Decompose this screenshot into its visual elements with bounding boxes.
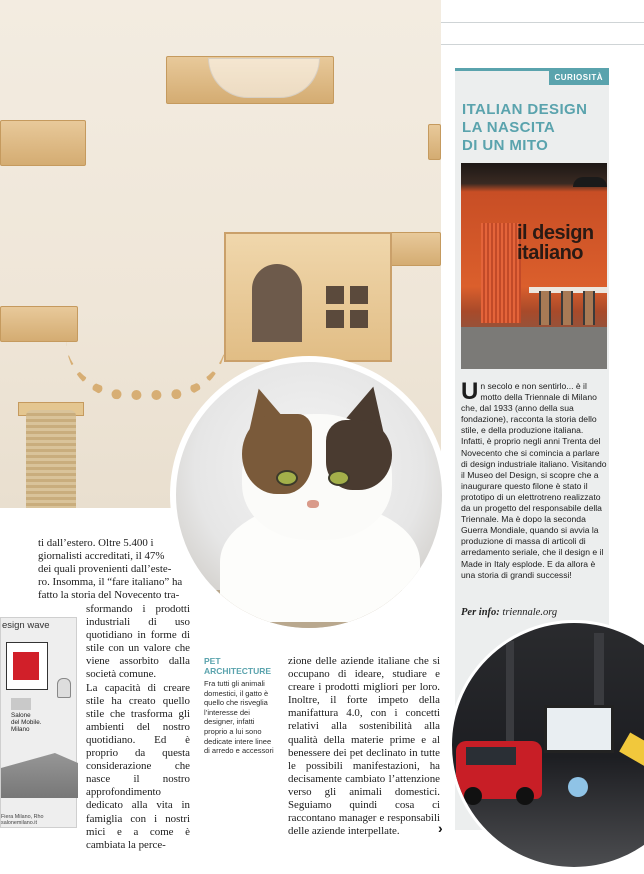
car-window xyxy=(466,747,516,765)
article-column-1-wrap xyxy=(86,603,190,852)
pet-architecture-title xyxy=(204,656,276,676)
cat-house-window xyxy=(350,310,368,328)
header-rule xyxy=(441,22,644,23)
cat-house xyxy=(224,232,392,362)
sidebar-body-text: n secolo e non sentirlo... è il motto della Triennale di Milano che, dal 1933 (anno della sua fondazione), racconta la storia dello stile, e della produzione italiana. Infatti, è proprio negli anni Trenta del Novecento che si comincia a parlare di design industriale italiano. Visitando il Museo del Design, si scopre che a inaugurare questo filone è stato il prototipo di un elettrotreno realizzato da un progetto del responsabile della Triennale. Ma è dopo la seconda Guerra Mondiale, quando si avvia la produzione di massa di articoli di arredamento seriale, che il design e il Made in Italy esplode. E da allora è una storia di grandi successi! xyxy=(461,381,607,580)
pendant-lamp xyxy=(573,177,607,187)
header-rule xyxy=(441,44,644,45)
chair xyxy=(561,291,573,325)
wall-shelf xyxy=(0,306,78,342)
design-exhibition-photo xyxy=(461,163,607,369)
drop-cap: U xyxy=(461,378,479,405)
car-wheel xyxy=(464,787,482,805)
sidebar-title-line: LA NASCITA xyxy=(462,119,556,136)
sidebar-title-line: DI UN MITO xyxy=(462,137,549,154)
article-paragraph: zione delle aziende italiane che si occupano di ideare, studiare e creare i prodotti migliori per loro. Inoltre, il forte impeto della manifattura 4.0, con i concetti relativi alla sostenibilità alla qualità della materie prime e al benessere dei pet declinato in tutte le possibili manifestazioni, ha decisamente cambiato l’attenzione verso gli animali domestici. Seguiamo quindi cosa ci raccontano manager e responsabili delle aziende interpellate. xyxy=(288,655,440,838)
pet-architecture-text: Fra tutti gli animali domestici, il gatto è quello che risveglia l’interesse dei designer, infatti proprio a lui sono dedicate intere linee di arredo e accessori xyxy=(204,679,274,756)
blue-chair xyxy=(568,777,588,797)
wall-lettering xyxy=(517,223,594,263)
salone-logo-line: del Mobile. xyxy=(11,719,42,726)
display-screen xyxy=(544,705,614,753)
cat-house-window xyxy=(326,310,344,328)
salone-logo-mark xyxy=(11,698,31,710)
cat-eye xyxy=(328,470,350,486)
advert-sofa xyxy=(1,748,78,798)
chair xyxy=(539,291,551,325)
sidebar-title-line: ITALIAN DESIGN xyxy=(462,101,588,118)
article-line: dei quali provenienti dall’este- xyxy=(38,563,172,576)
curtain xyxy=(481,223,521,323)
salone-logo-line: Salone xyxy=(11,712,31,719)
pet-architecture-box xyxy=(204,656,276,756)
article-line: ro. Insomma, il “fare italiano” ha xyxy=(38,576,183,589)
cat-house-window xyxy=(350,286,368,304)
salone-logo-line: Milano xyxy=(11,726,30,733)
article-line: ti dall’estero. Oltre 5.400 i xyxy=(38,537,154,549)
article-line: giornalisti accreditati, il 47% xyxy=(38,550,165,563)
car-wheel xyxy=(516,787,534,805)
article-paragraph: sformando i prodotti industriali di uso quotidiano in forme di stile con un valore che viene assorbito dalla società comune. xyxy=(86,603,190,681)
wall-lettering-line: il design xyxy=(517,222,594,244)
wall-shelf xyxy=(390,232,441,266)
info-link[interactable]: triennale.org xyxy=(502,607,558,618)
wall-shelf xyxy=(0,120,86,166)
sidebar-title xyxy=(462,101,608,155)
advert-headline: esign wave xyxy=(2,620,50,631)
cat-house-window xyxy=(326,286,344,304)
article-column-1 xyxy=(38,537,190,602)
red-car xyxy=(456,741,542,799)
pet-title-line: PET xyxy=(204,656,221,666)
scratching-post xyxy=(26,410,76,508)
salone-logo xyxy=(11,698,59,733)
floor xyxy=(461,327,607,369)
advert-footer: Fiera Milano, Rho salonemilano.it xyxy=(1,814,44,826)
museum-pillar xyxy=(506,641,514,751)
article-column-3 xyxy=(288,655,440,838)
wall-shelf xyxy=(428,124,441,160)
article-line: fatto la storia del Novecento tra- xyxy=(38,589,180,602)
sidebar-body xyxy=(461,378,607,581)
advert-lamp xyxy=(57,678,71,698)
cat-portrait xyxy=(170,356,448,634)
chair xyxy=(583,291,595,325)
article-paragraph: La capacità di creare stile ha creato quello stile che trasforma gli ambienti del nostro quotidiano. Ed è proprio da questa considerazione che nasce il nostro approfondimento dedicato alla vita in famiglia con i nostri mici e a come è cambiata la perce- xyxy=(86,681,190,851)
continue-arrow-icon[interactable]: › xyxy=(438,820,443,836)
yellow-object xyxy=(619,732,644,771)
advert-red-object xyxy=(13,652,39,680)
salone-advert[interactable] xyxy=(0,617,77,828)
section-tag: CURIOSITÀ xyxy=(549,71,610,85)
pet-title-line: ARCHITECTURE xyxy=(204,666,272,676)
info-line xyxy=(461,607,557,618)
rope-bridge xyxy=(66,340,226,400)
cat-nose xyxy=(307,500,319,508)
cat-eye xyxy=(276,470,298,486)
info-label: Per info: xyxy=(461,607,500,618)
cat-house-door xyxy=(252,264,302,342)
wall-lettering-line: italiano xyxy=(517,242,584,264)
